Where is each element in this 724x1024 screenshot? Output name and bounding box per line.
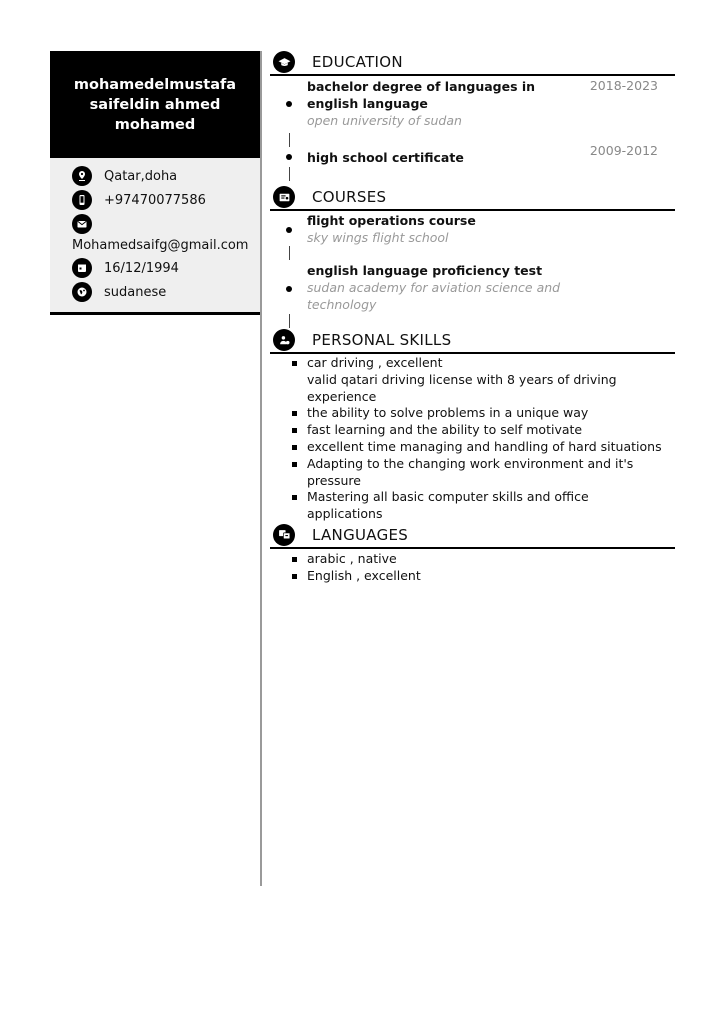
skill-item: fast learning and the ability to self motivate: [307, 422, 675, 439]
education-date: 2018-2023: [589, 78, 658, 93]
skill-item: [307, 355, 675, 405]
main-content: [270, 50, 675, 585]
language-icon: [273, 524, 295, 546]
education-date: 2009-2012: [589, 143, 658, 158]
timeline-connector: [289, 167, 290, 181]
skill-item: Adapting to the changing work environment and it's pressure: [307, 456, 647, 490]
contact-nationality: [50, 280, 260, 304]
location-text: Qatar,doha: [104, 168, 178, 184]
calendar-icon: [72, 258, 92, 278]
skill-detail: valid qatari driving license with 8 years of driving experience: [307, 371, 617, 404]
course-provider: sudan academy for aviation science and technology: [307, 280, 561, 312]
education-degree: bachelor degree of languages in english language: [307, 79, 536, 111]
globe-icon: [72, 282, 92, 302]
education-heading: [270, 50, 675, 76]
phone-text[interactable]: +97470077586: [104, 192, 206, 208]
courses-title: COURSES: [312, 188, 387, 206]
sidebar: [50, 51, 260, 315]
full-name: mohamedelmustafa saifeldin ahmed mohamed: [73, 76, 237, 133]
education-school: open university of sudan: [307, 113, 462, 128]
envelope-icon: [72, 214, 92, 234]
graduation-cap-icon: [273, 51, 295, 73]
course-name: english language proficiency test: [307, 263, 543, 278]
language-item: arabic , native: [307, 551, 675, 568]
name-header: [50, 51, 260, 158]
course-provider: sky wings flight school: [307, 230, 449, 245]
course-name: flight operations course: [307, 213, 476, 228]
course-item: [270, 262, 675, 314]
location-pin-icon: [72, 166, 92, 186]
skill-text: car driving , excellent: [307, 355, 443, 370]
education-title: EDUCATION: [312, 53, 403, 71]
dob-text: 16/12/1994: [104, 260, 179, 276]
contact-phone: [50, 188, 260, 212]
contact-email-icon-row: [50, 212, 260, 236]
skills-heading: [270, 328, 675, 354]
skill-item: excellent time managing and handling of hard situations: [307, 439, 675, 456]
contact-panel: [50, 158, 260, 315]
languages-list: [270, 551, 675, 585]
email-text[interactable]: Mohamedsaifg@gmail.com: [72, 238, 249, 253]
contact-location: [50, 164, 260, 188]
skill-item: the ability to solve problems in a unique way: [307, 405, 675, 422]
course-item: [270, 212, 675, 246]
column-divider: [260, 51, 262, 886]
timeline-connector: [289, 314, 290, 328]
languages-heading: [270, 523, 675, 549]
education-item: [270, 143, 675, 171]
timeline-connector: [289, 246, 290, 260]
skills-list: [270, 355, 675, 523]
skill-item: Mastering all basic computer skills and office applications: [307, 489, 607, 523]
timeline-dot: [286, 227, 292, 233]
timeline-dot: [286, 154, 292, 160]
education-item: [270, 78, 675, 133]
people-icon: [273, 329, 295, 351]
timeline-dot: [286, 101, 292, 107]
contact-dob: [50, 256, 260, 280]
language-item: English , excellent: [307, 568, 675, 585]
timeline-connector: [289, 133, 290, 147]
phone-icon: [72, 190, 92, 210]
certificate-icon: [273, 186, 295, 208]
languages-title: LANGUAGES: [312, 525, 409, 544]
education-degree: high school certificate: [307, 150, 464, 165]
courses-heading: [270, 185, 675, 211]
skills-title: PERSONAL SKILLS: [312, 331, 452, 349]
timeline-dot: [286, 286, 292, 292]
nationality-text: sudanese: [104, 284, 167, 300]
